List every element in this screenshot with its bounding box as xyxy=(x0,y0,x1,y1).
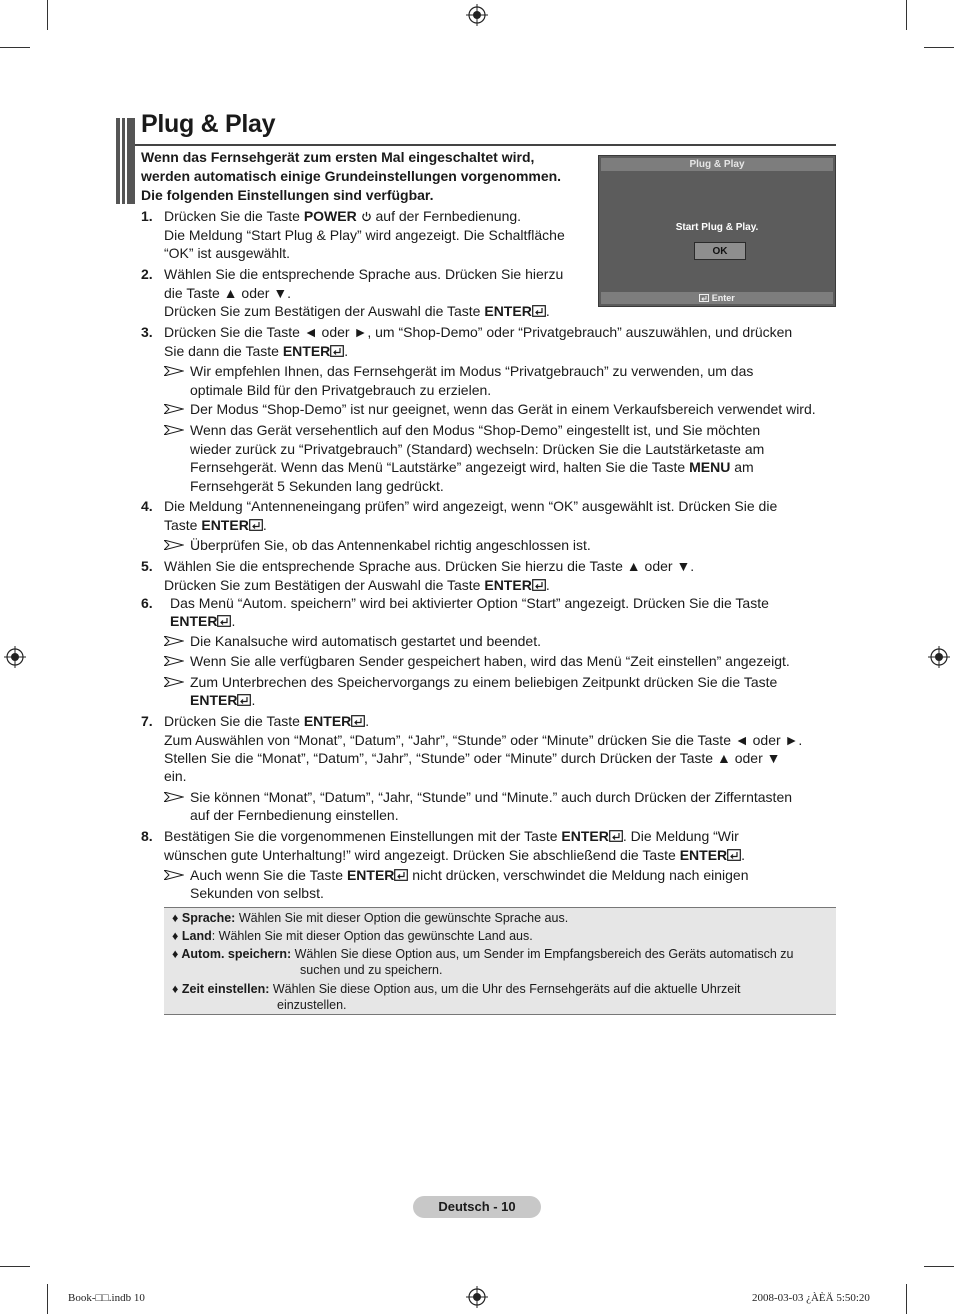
registration-mark-icon xyxy=(466,4,488,26)
crop-mark xyxy=(906,0,907,30)
step-3-note-2: Der Modus “Shop-Demo” ist nur geeignet, wenn das Gerät in einem Verkaufsbereich verwendet wird. xyxy=(190,401,816,417)
crop-mark xyxy=(47,0,48,30)
note-arrow-icon xyxy=(164,677,184,687)
step-5-line-2: Drücken Sie zum Bestätigen der Auswahl die Taste ENTER . xyxy=(164,576,550,593)
step-4-line-1: Die Meldung “Antenneneingang prüfen” wird angezeigt, wenn “OK” ausgewählt ist. Drücken Sie die xyxy=(164,498,778,514)
enter-icon xyxy=(532,305,546,317)
step-number: 7. xyxy=(141,713,153,729)
power-icon xyxy=(361,211,372,222)
note-arrow-icon xyxy=(164,366,184,376)
step-8-line-2: wünschen gute Unterhaltung!” wird angezeigt. Drücken Sie abschließend die Taste ENTER . xyxy=(164,846,746,863)
step-7-note-1-line-1: Sie können “Monat”, “Datum”, “Jahr, “Stunde” und “Minute.” auch durch Drücken der Zifferntasten xyxy=(190,789,793,805)
crop-mark xyxy=(924,47,954,48)
step-number: 1. xyxy=(141,208,153,224)
step-6-line-2: ENTER . xyxy=(170,613,236,629)
tv-screen-illustration xyxy=(598,155,836,307)
step-6-note-2: Wenn Sie alle verfügbaren Sender gespeichert haben, wird das Menü “Zeit einstellen” angezeigt. xyxy=(190,653,790,669)
step-2-line-1: Wählen Sie die entsprechende Sprache aus. Drücken Sie hierzu xyxy=(164,266,564,282)
screen-footer: Enter xyxy=(601,292,833,304)
step-number: 6. xyxy=(141,595,153,611)
note-arrow-icon xyxy=(164,540,184,550)
step-3-note-1-line-2: optimale Bild für den Privatgebrauch zu erzielen. xyxy=(190,381,492,398)
registration-mark-icon xyxy=(4,646,26,668)
registration-mark-icon xyxy=(466,1286,488,1308)
note-arrow-icon xyxy=(164,870,184,880)
enter-icon xyxy=(237,694,251,706)
info-land: ♦ Land: Wählen Sie mit dieser Option das gewünschte Land aus. xyxy=(172,929,533,943)
enter-icon xyxy=(394,869,408,881)
enter-icon xyxy=(351,715,365,727)
step-8-note-1-line-2: Sekunden von selbst. xyxy=(190,885,324,901)
enter-icon xyxy=(609,830,623,842)
print-slug-left: Book-□□.indb 10 xyxy=(68,1292,145,1304)
step-5-line-1: Wählen Sie die entsprechende Sprache aus. Drücken Sie hierzu die Taste ▲ oder ▼. xyxy=(164,558,695,574)
note-arrow-icon xyxy=(164,656,184,666)
step-1-line-1: Drücken Sie die Taste POWER auf der Fernbedienung. xyxy=(164,208,522,224)
step-3-note-3-line-1: Wenn das Gerät versehentlich auf den Modus “Shop-Demo” eingestellt ist, und Sie möchten xyxy=(190,422,761,438)
crop-mark xyxy=(0,1266,30,1267)
registration-mark-icon xyxy=(928,646,950,668)
note-arrow-icon xyxy=(164,792,184,802)
step-7-line-2: Zum Auswählen von “Monat”, “Datum”, “Jahr”, “Stunde” oder “Minute” drücken Sie die Taste ◄ oder ►. xyxy=(164,731,803,748)
step-7-line-3: Stellen Sie die “Monat”, “Datum”, “Jahr”, “Stunde” oder “Minute” durch Drücken der Taste ▲ oder ▼ xyxy=(164,750,781,766)
crop-mark xyxy=(0,47,30,48)
step-1-line-2: Die Meldung “Start Plug & Play” wird angezeigt. Die Schaltfläche xyxy=(164,226,565,243)
step-2-line-2: die Taste ▲ oder ▼. xyxy=(164,284,292,301)
step-2-line-3: Drücken Sie zum Bestätigen der Auswahl die Taste ENTER . xyxy=(164,303,550,319)
enter-icon xyxy=(727,849,741,861)
step-6-note-3-line-2: ENTER . xyxy=(190,692,256,708)
info-zeit-einstellen: ♦ Zeit einstellen: Wählen Sie diese Option aus, um die Uhr des Fernsehgeräts auf die aktuelle Uhrzeit xyxy=(172,982,741,996)
note-arrow-icon xyxy=(164,425,184,435)
page-title: Plug & Play xyxy=(141,110,276,138)
step-4-note-1: Überprüfen Sie, ob das Antennenkabel richtig angeschlossen ist. xyxy=(190,537,591,553)
step-3-note-3-line-4: Fernsehgerät 5 Sekunden lang gedrückt. xyxy=(190,477,444,494)
crop-mark xyxy=(47,1284,48,1314)
step-7-note-1-line-2: auf der Fernbedienung einstellen. xyxy=(190,807,399,823)
screen-message: Start Plug & Play. xyxy=(675,222,759,233)
step-3-note-3-line-3: Fernsehgerät. Wenn das Menü “Lautstärke” angezeigt wird, halten Sie die Taste MENU am xyxy=(190,459,754,475)
info-sprache: ♦ Sprache: Wählen Sie mit dieser Option die gewünschte Sprache aus. xyxy=(172,911,569,925)
crop-mark xyxy=(906,1284,907,1314)
screen-ok-button: OK xyxy=(694,242,746,260)
settings-info-box xyxy=(164,907,836,1015)
enter-icon xyxy=(249,519,263,531)
note-arrow-icon xyxy=(164,636,184,646)
step-3-note-1-line-1: Wir empfehlen Ihnen, das Fernsehgerät im Modus “Privatgebrauch” zu verwenden, um das xyxy=(190,363,754,379)
step-number: 2. xyxy=(141,266,153,282)
step-7-line-1: Drücken Sie die Taste ENTER . xyxy=(164,713,370,729)
intro-text: Wenn das Fernsehgerät zum ersten Mal eingeschaltet wird, werden automatisch einige Grundeinstellungen vorgenommen. Die folgenden Einstellungen sind verfügbar. xyxy=(141,149,562,203)
step-4-line-2: Taste ENTER . xyxy=(164,516,267,533)
step-3-note-3-line-2: wieder zurück zu “Privatgebrauch” (Standard) wechseln: Drücken Sie die Lautstärketaste am xyxy=(190,440,765,457)
step-number: 4. xyxy=(141,498,153,514)
step-6-line-1: Das Menü “Autom. speichern” wird bei aktivierter Option “Start” angezeigt. Drücken Sie die Taste xyxy=(170,595,769,611)
step-1-line-3: “OK” ist ausgewählt. xyxy=(164,245,291,261)
step-7-line-4: ein. xyxy=(164,768,187,784)
step-number: 5. xyxy=(141,558,153,574)
enter-icon xyxy=(532,579,546,591)
enter-icon xyxy=(330,345,344,357)
step-3-line-2: Sie dann die Taste ENTER . xyxy=(164,342,349,359)
screen-title: Plug & Play xyxy=(601,158,833,171)
page-number: Deutsch - 10 xyxy=(413,1196,541,1218)
step-3-line-1: Drücken Sie die Taste ◄ oder ►, um “Shop-Demo” oder “Privatgebrauch” auszuwählen, und drücken xyxy=(164,324,793,340)
enter-icon xyxy=(217,615,231,627)
info-autom-speichern-cont: suchen und zu speichern. xyxy=(300,963,443,977)
title-rule xyxy=(135,144,836,146)
info-autom-speichern: ♦ Autom. speichern: Wählen Sie diese Option aus, um Sender im Empfangsbereich des Geräts automatisch zu xyxy=(172,947,794,961)
step-number: 8. xyxy=(141,828,153,844)
print-slug-right: 2008-03-03 ¿ÀÈÄ 5:50:20 xyxy=(752,1292,870,1304)
info-zeit-einstellen-cont: einzustellen. xyxy=(277,998,347,1012)
step-6-note-3-line-1: Zum Unterbrechen des Speichervorgangs zu einem beliebigen Zeitpunkt drücken Sie die Taste xyxy=(190,674,778,690)
step-8-note-1-line-1: Auch wenn Sie die Taste ENTER nicht drücken, verschwindet die Meldung nach einigen xyxy=(190,867,749,883)
step-6-note-1: Die Kanalsuche wird automatisch gestartet und beendet. xyxy=(190,633,541,649)
note-arrow-icon xyxy=(164,404,184,414)
crop-mark xyxy=(924,1266,954,1267)
enter-icon xyxy=(699,294,709,302)
step-8-line-1: Bestätigen Sie die vorgenommenen Einstellungen mit der Taste ENTER . Die Meldung “Wir xyxy=(164,828,739,844)
step-number: 3. xyxy=(141,324,153,340)
